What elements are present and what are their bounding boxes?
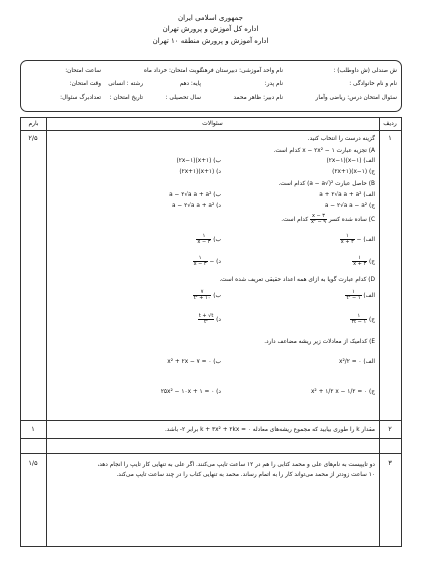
q1b-option-3: ج) a − ۲√a a − a² xyxy=(324,203,375,209)
q1a-option-4: د) (x+۱)(۲x+۱) xyxy=(179,169,221,175)
exam-time-field: ساعت امتحان: xyxy=(65,68,101,74)
q2-text: مقدار k را طوری بیابید که مجموع ریشه‌های معادله ۰ = k + ۳x² + ۲kx برابر ۲- باشد. xyxy=(164,427,375,433)
course-field: سئوال امتحان درس: ریاضی وآمار xyxy=(315,95,397,101)
q1b-option-4: د) a − ۲√a a + a² xyxy=(172,203,221,209)
q1a-option-3: ج) (x−۱)(۲x+۱) xyxy=(332,169,375,175)
question-table xyxy=(20,117,402,547)
q1c-label: C) xyxy=(368,217,375,223)
q1a-option-1: الف) (x−۱)(۲x−۱) xyxy=(326,158,375,164)
q1b-option-1: الف) a + ۲√a a + a² xyxy=(319,192,375,198)
school-field: نام واحد آموزشی: دبیرستان فرهنگ xyxy=(197,68,283,74)
q1c-text: ساده شده کسر xyxy=(328,217,367,223)
score-header: بارم xyxy=(28,120,39,127)
q1d-option-4: د) $\frac{t + √t}{\text{t²}}$ xyxy=(198,313,221,325)
q1d-option-1: الف) $\frac{۱}{\text{t² − ۱}}$ xyxy=(346,289,375,301)
q1-intro: گزینه درست را انتخاب کنید. xyxy=(307,136,375,142)
q1e-text: کدامیک از معادلات زیر ریشه مضاعف دارد. xyxy=(264,339,368,345)
header-line-2: اداره کل آموزش و پرورش تهران xyxy=(162,25,259,33)
q1e-option-3: ج) x² + ۱/۲ x − ۱/۲ = ۰ xyxy=(311,389,375,395)
q1c-option-3: ج) $\frac{۱}{x + ۳}$ xyxy=(353,255,375,267)
q1c-fraction: $\frac{x - ۳}{\text{x² − ۹}}$ xyxy=(310,213,326,225)
header-line-3: اداره آموزش و پرورش منطقه ۱۰ تهران xyxy=(152,37,269,45)
q1e-option-4: د) ۲۵x² − ۱۰x + ۱ = ۰ xyxy=(160,389,221,395)
q1c-stem xyxy=(281,214,375,226)
q3-line-2: ۱۰ ساعت زودتر از محمد می‌تواند کار را به اتمام رساند. محمد به تنهایی کتاب را در چند ساعت تایپ می‌کند. xyxy=(116,472,375,478)
q1e-label: E) xyxy=(369,339,375,345)
header-line-1: جمهوری اسلامی ایران xyxy=(178,14,243,22)
row-header: ردیف xyxy=(383,120,397,127)
q1c-option-4: د) − $\frac{۱}{x - ۳}$ xyxy=(193,255,221,267)
q1b-option-2: ب) a − ۲√a a + a² xyxy=(169,192,221,198)
q1-number: ۱ xyxy=(388,134,392,142)
seat-number-field: ش صندلی (ش داوطلب) : xyxy=(333,68,397,74)
field-of-study: رشته : انسانی xyxy=(108,81,143,87)
q3-score: ۱/۵ xyxy=(28,459,38,467)
exam-duration-field: وقت امتحان: xyxy=(69,81,101,87)
q1d-option-2: ب) $\frac{۷}{\text{t² + ۱۰}}$ xyxy=(193,289,221,301)
q1b-text: حاصل عبارت ²(√a − a) کدام است. xyxy=(278,181,367,187)
info-box xyxy=(20,60,402,112)
exam-date-field: تاریخ امتحان : xyxy=(109,95,143,101)
grade-field: پایه: دهم xyxy=(179,81,201,87)
q1d-stem xyxy=(219,276,375,284)
q1a-label: A) xyxy=(368,148,375,154)
q1e-option-2: ب) x² + ۲x − ۷ = ۰ xyxy=(167,359,221,365)
q1e-stem xyxy=(264,338,375,346)
q2-score: ۱ xyxy=(31,425,35,433)
q1d-label: D) xyxy=(368,277,375,283)
student-name-field: نام و نام خانوادگی : xyxy=(349,81,397,87)
q1c-option-1: الف) − $\frac{۱}{x + ۳}$ xyxy=(340,233,375,245)
questions-header: سئوالات xyxy=(202,120,223,127)
q1c-text-2: کدام است. xyxy=(281,217,309,223)
teacher-field: نام دبیر: ظاهر محمد xyxy=(233,95,283,101)
q1a-stem xyxy=(274,147,376,155)
q1d-option-3: ج) $\frac{۱}{۲t - ۱}$ xyxy=(351,313,375,325)
q1-score: ۲/۵ xyxy=(28,134,38,142)
sheet-count-field: تعدادبرگ سئوال: xyxy=(60,95,101,101)
q3-number: ۳ xyxy=(388,459,392,467)
school-year-field: سال تحصیلی : xyxy=(165,95,201,101)
q1a-text: تجزیه عبارت ۱ − x − ۲x² کدام است. xyxy=(273,148,367,154)
q1e-option-1: الف) x²/۲ = ۰ xyxy=(339,359,375,365)
session-field: نوبت امتحان: خرداد ماه xyxy=(143,68,201,74)
q3-line-1: دو تایپیست به نام‌های علی و محمد کتابی را هم در ۱۲ ساعت تایپ می‌کنند. اگر علی به تنهایی کار تایپ را انجام دهد، xyxy=(97,462,375,468)
q1a-option-2: ب) (x+۱)(۲x−۱) xyxy=(176,158,221,164)
q2-number: ۲ xyxy=(388,425,392,433)
q1c-option-2: ب) $\frac{۱}{x - ۳}$ xyxy=(197,233,221,245)
q1d-text: کدام عبارت گویا به ازای همه اعداد حقیقی تعریف شده است. xyxy=(219,277,367,283)
father-name-field: نام پدر: xyxy=(264,81,283,87)
q1b-stem xyxy=(278,180,375,188)
q1b-label: B) xyxy=(368,181,375,187)
